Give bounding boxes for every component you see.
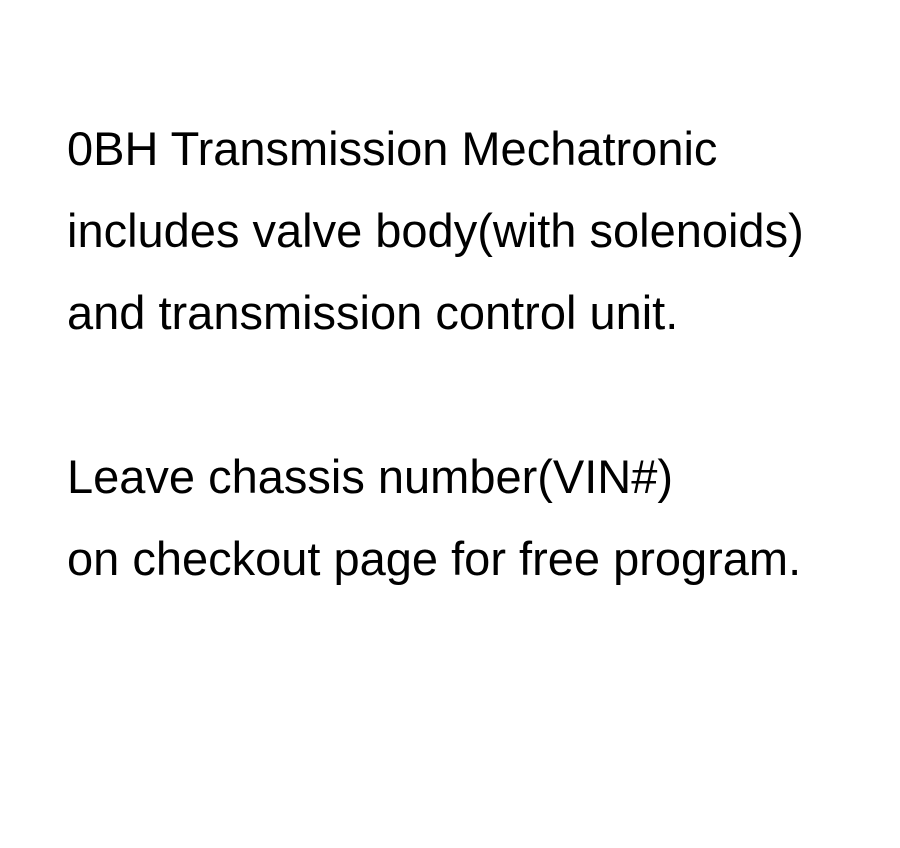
text-line: and transmission control unit. (67, 286, 679, 339)
text-line: 0BH Transmission Mechatronic (67, 122, 718, 175)
paragraph-spacer (67, 354, 804, 436)
text-line: Leave chassis number(VIN#) (67, 450, 674, 503)
paragraph-vin-note (67, 436, 804, 600)
text-line: on checkout page for free program. (67, 532, 802, 585)
product-description (67, 108, 804, 600)
text-line: includes valve body(with solenoids) (67, 204, 804, 257)
paragraph-product-info (67, 108, 804, 354)
